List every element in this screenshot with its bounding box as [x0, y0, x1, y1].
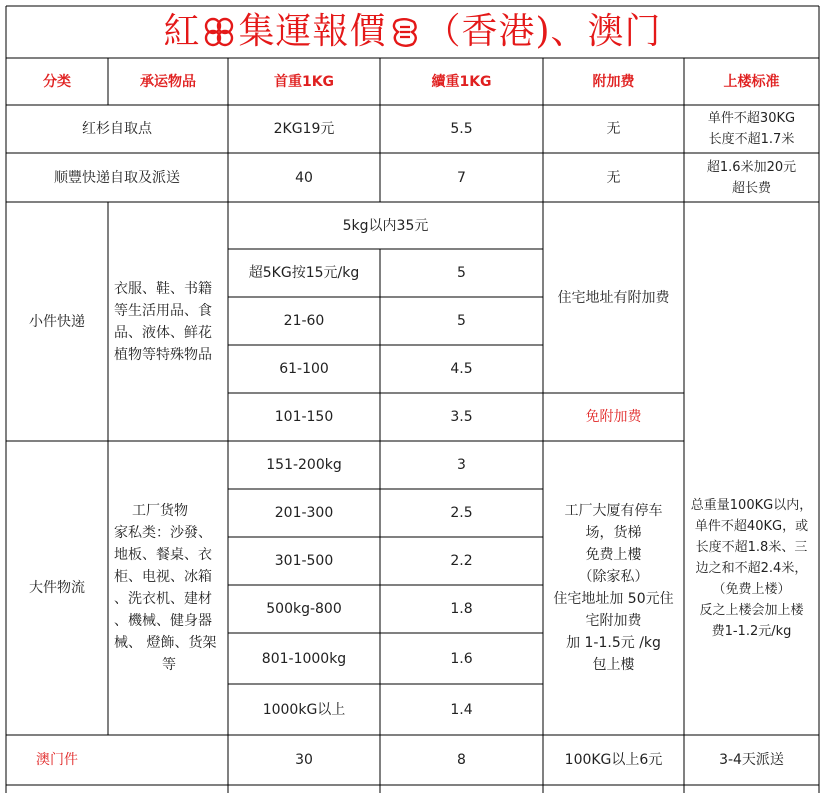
title-part-2: 集運報價	[238, 11, 387, 52]
large-surcharge	[543, 441, 684, 735]
small-items	[108, 202, 228, 441]
small-tier-price: 4.5	[450, 361, 473, 377]
large-tier-range: 151-200kg	[266, 457, 342, 473]
row-macau-cont: 8	[457, 752, 466, 768]
small-surcharge-home: 住宅地址有附加费	[557, 289, 670, 306]
brand-mark-icon	[388, 15, 422, 49]
surcharge-line: 工厂大厦有停车	[564, 503, 663, 519]
floor-line: 超长费	[731, 180, 771, 196]
header-floor-standard: 上楼标准	[723, 73, 780, 90]
large-category: 大件物流	[29, 580, 85, 596]
row-hongshan-category: 红杉自取点	[82, 121, 152, 137]
items-line: 衣服、鞋、书籍	[114, 280, 212, 297]
surcharge-line: 场，货梯	[585, 525, 642, 541]
small-tier-price: 3.5	[450, 409, 473, 425]
row-macau-category: 澳门件	[36, 752, 78, 768]
floor-line: 边之和不超2.4米，	[695, 561, 808, 576]
items-line: 柜、电视、冰箱	[114, 569, 212, 585]
floor-line: 总重量100KG以内，	[690, 498, 813, 513]
floor-line: 超1.6米加20元	[706, 159, 797, 175]
header-surcharge: 附加费	[592, 73, 635, 90]
large-tier-price: 1.6	[450, 650, 473, 667]
title-part-3: （香港)、澳门	[424, 11, 662, 52]
large-tier-price: 1.4	[450, 701, 473, 718]
header-category: 分类	[43, 73, 71, 90]
row-sf-cont: 7	[457, 169, 466, 186]
row-hongshan-floor	[684, 105, 819, 153]
large-tier-price: 1.8	[450, 601, 473, 617]
items-line: 地板、餐桌、衣	[114, 547, 212, 563]
items-line: 等生活用品、食	[114, 302, 212, 319]
row-sf-surcharge: 无	[606, 169, 621, 186]
small-surcharge-free: 免附加费	[585, 409, 642, 425]
surcharge-line: 免费上樓	[585, 547, 642, 563]
floor-line: 长度不超1.7米	[708, 132, 795, 147]
floor-line: 反之上楼会加上楼	[699, 603, 804, 618]
row-hongshan-surcharge: 无	[606, 121, 621, 137]
row-macau-first: 30	[295, 752, 313, 768]
small-tier-range: 101-150	[274, 409, 334, 425]
large-tier-price: 3	[457, 457, 466, 473]
items-line: 家私类：沙發、	[114, 525, 212, 541]
large-tier-range: 801-1000kg	[261, 650, 347, 667]
large-items	[108, 441, 228, 735]
row-sf-category: 顺豐快递自取及派送	[54, 169, 180, 186]
floor-line: 费1-1.2元/kg	[711, 624, 792, 639]
items-line: 、機械、健身器	[114, 613, 212, 629]
title-part-1: 紅	[163, 11, 201, 52]
large-tier-price: 2.5	[450, 505, 473, 521]
small-tier-range: 61-100	[279, 361, 329, 377]
floor-standard-shared	[684, 202, 819, 735]
items-line: 械、 燈飾、货架	[114, 635, 217, 651]
surcharge-line: （除家私）	[578, 569, 649, 585]
items-line: 等	[162, 657, 176, 673]
page-title	[6, 6, 819, 58]
row-hongshan-first: 2KG19元	[273, 121, 335, 137]
surcharge-line: 宅附加费	[585, 613, 642, 629]
floor-line: 长度不超1.8米、三	[695, 540, 808, 555]
header-continued-kg: 續重1KG	[431, 73, 492, 90]
items-line: 植物等特殊物品	[114, 346, 212, 363]
surcharge-line: 住宅地址加 50元住	[553, 591, 674, 607]
row-macau-surcharge: 100KG以上6元	[564, 752, 663, 768]
row-sf-floor	[684, 153, 819, 202]
row-hongshan-cont: 5.5	[450, 121, 473, 137]
small-tier-range: 21-60	[283, 313, 325, 329]
small-tier-price: 5	[457, 313, 466, 329]
header-items: 承运物品	[140, 73, 196, 90]
small-tier-price: 5	[457, 265, 466, 281]
floor-line: （免费上楼）	[712, 582, 791, 597]
surcharge-line: 加 1-1.5元 /kg	[566, 635, 661, 651]
large-tier-range: 201-300	[274, 505, 334, 521]
items-line: 、洗衣机、建材	[114, 591, 212, 607]
large-tier-range: 500kg-800	[266, 601, 342, 617]
surcharge-line: 包上樓	[592, 657, 635, 673]
large-tier-range: 301-500	[274, 553, 334, 569]
small-category: 小件快递	[29, 313, 85, 330]
row-macau-floor: 3-4天派送	[719, 752, 784, 768]
floor-line: 单件不超30KG	[707, 111, 796, 126]
large-tier-range: 1000kG以上	[262, 701, 346, 718]
large-tier-price: 2.2	[450, 553, 473, 569]
brand-logo-icon	[202, 15, 236, 49]
items-line: 工厂货物	[132, 503, 188, 519]
header-first-kg: 首重1KG	[273, 73, 335, 90]
small-within-5kg: 5kg以内35元	[342, 217, 429, 234]
items-line: 品、液体、鲜花	[114, 324, 212, 341]
floor-line: 单件不超40KG，或	[694, 519, 809, 534]
small-tier-range: 超5KG按15元/kg	[248, 265, 360, 281]
row-sf-first: 40	[295, 169, 313, 186]
